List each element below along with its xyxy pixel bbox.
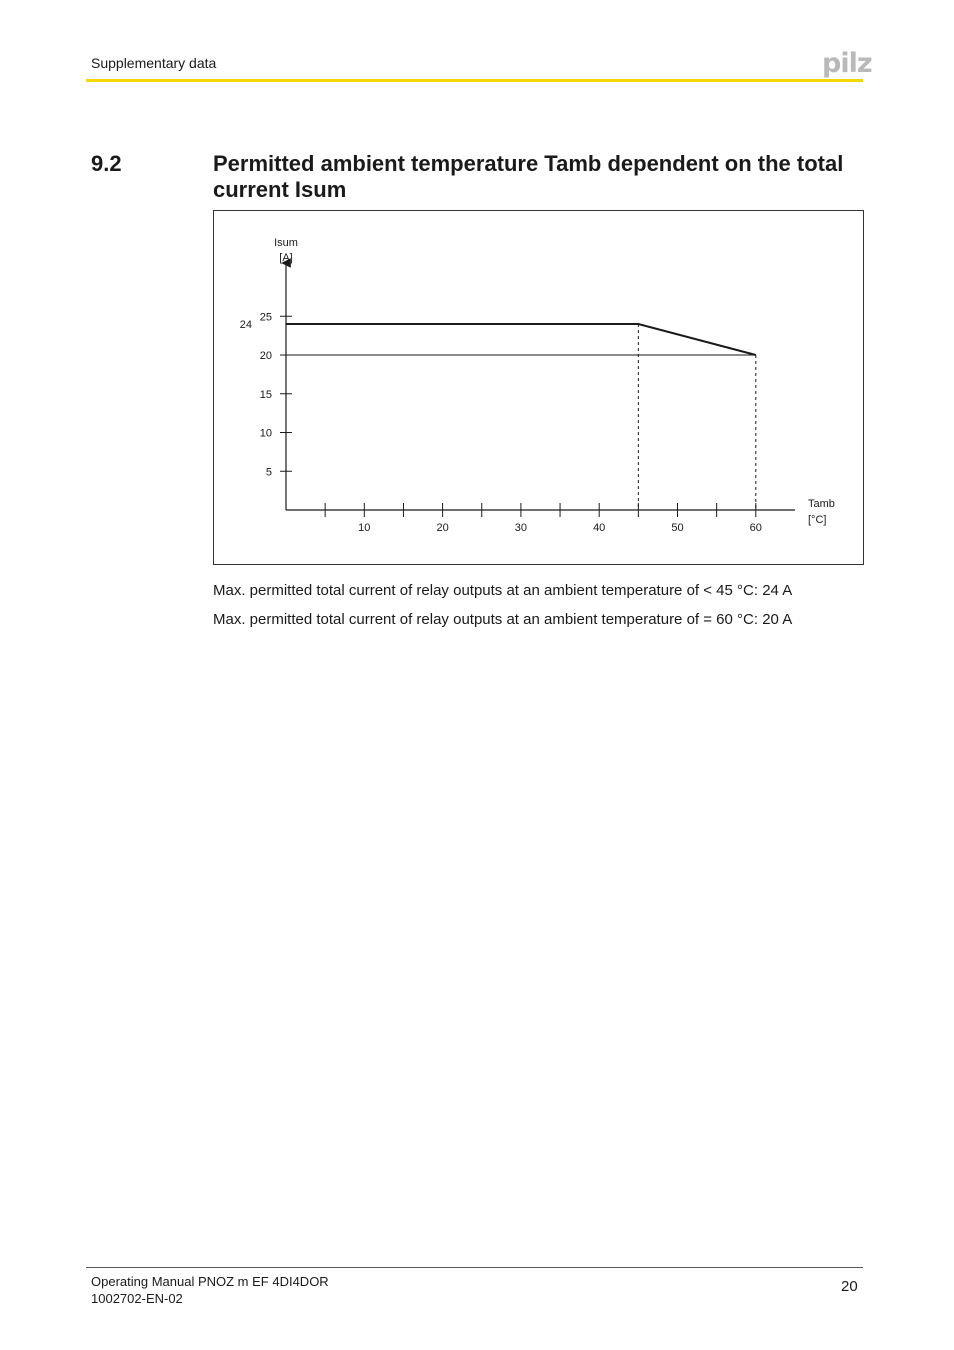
x-tick-label: 10 bbox=[358, 522, 371, 534]
y-tick-label: 20 bbox=[259, 350, 272, 362]
chart-figure bbox=[213, 210, 864, 565]
page-number: 20 bbox=[841, 1278, 858, 1295]
y-tick-label: 15 bbox=[259, 388, 272, 401]
y-extra-label: 24 bbox=[239, 319, 252, 331]
y-axis-unit: [A] bbox=[279, 252, 293, 264]
footer-doc-number: 1002702-EN-02 bbox=[91, 1291, 183, 1306]
x-tick-label: 20 bbox=[436, 522, 449, 534]
x-tick-label: 60 bbox=[749, 522, 762, 534]
x-tick-label: 40 bbox=[593, 522, 606, 534]
derating-chart bbox=[214, 211, 863, 564]
y-tick-label: 10 bbox=[259, 427, 272, 440]
x-tick-label: 30 bbox=[514, 522, 528, 534]
x-axis-unit: [°C] bbox=[808, 514, 827, 526]
section-number: 9.2 bbox=[91, 151, 122, 176]
header-section-title: Supplementary data bbox=[91, 55, 217, 71]
derating-curve bbox=[286, 324, 756, 355]
footer-manual-title: Operating Manual PNOZ m EF 4DI4DOR bbox=[91, 1274, 329, 1289]
y-axis-title: Isum bbox=[274, 237, 298, 249]
y-tick-label: 5 bbox=[265, 466, 272, 479]
paragraph-max-current-45: Max. permitted total current of relay outputs at an ambient temperature of < 45 °C: 24 A bbox=[213, 582, 793, 599]
paragraph-max-current-60: Max. permitted total current of relay outputs at an ambient temperature of = 60 °C: 20 A bbox=[213, 611, 793, 628]
section-title: Permitted ambient temperature Tamb dependent on the total current Isum bbox=[213, 151, 844, 202]
pilz-logo: pilz bbox=[822, 48, 872, 79]
footer-rule bbox=[86, 1267, 863, 1268]
x-axis-title: Tamb bbox=[808, 498, 835, 510]
x-tick-label: 50 bbox=[671, 522, 684, 534]
y-tick-label: 25 bbox=[259, 311, 272, 324]
header-rule bbox=[86, 79, 863, 82]
